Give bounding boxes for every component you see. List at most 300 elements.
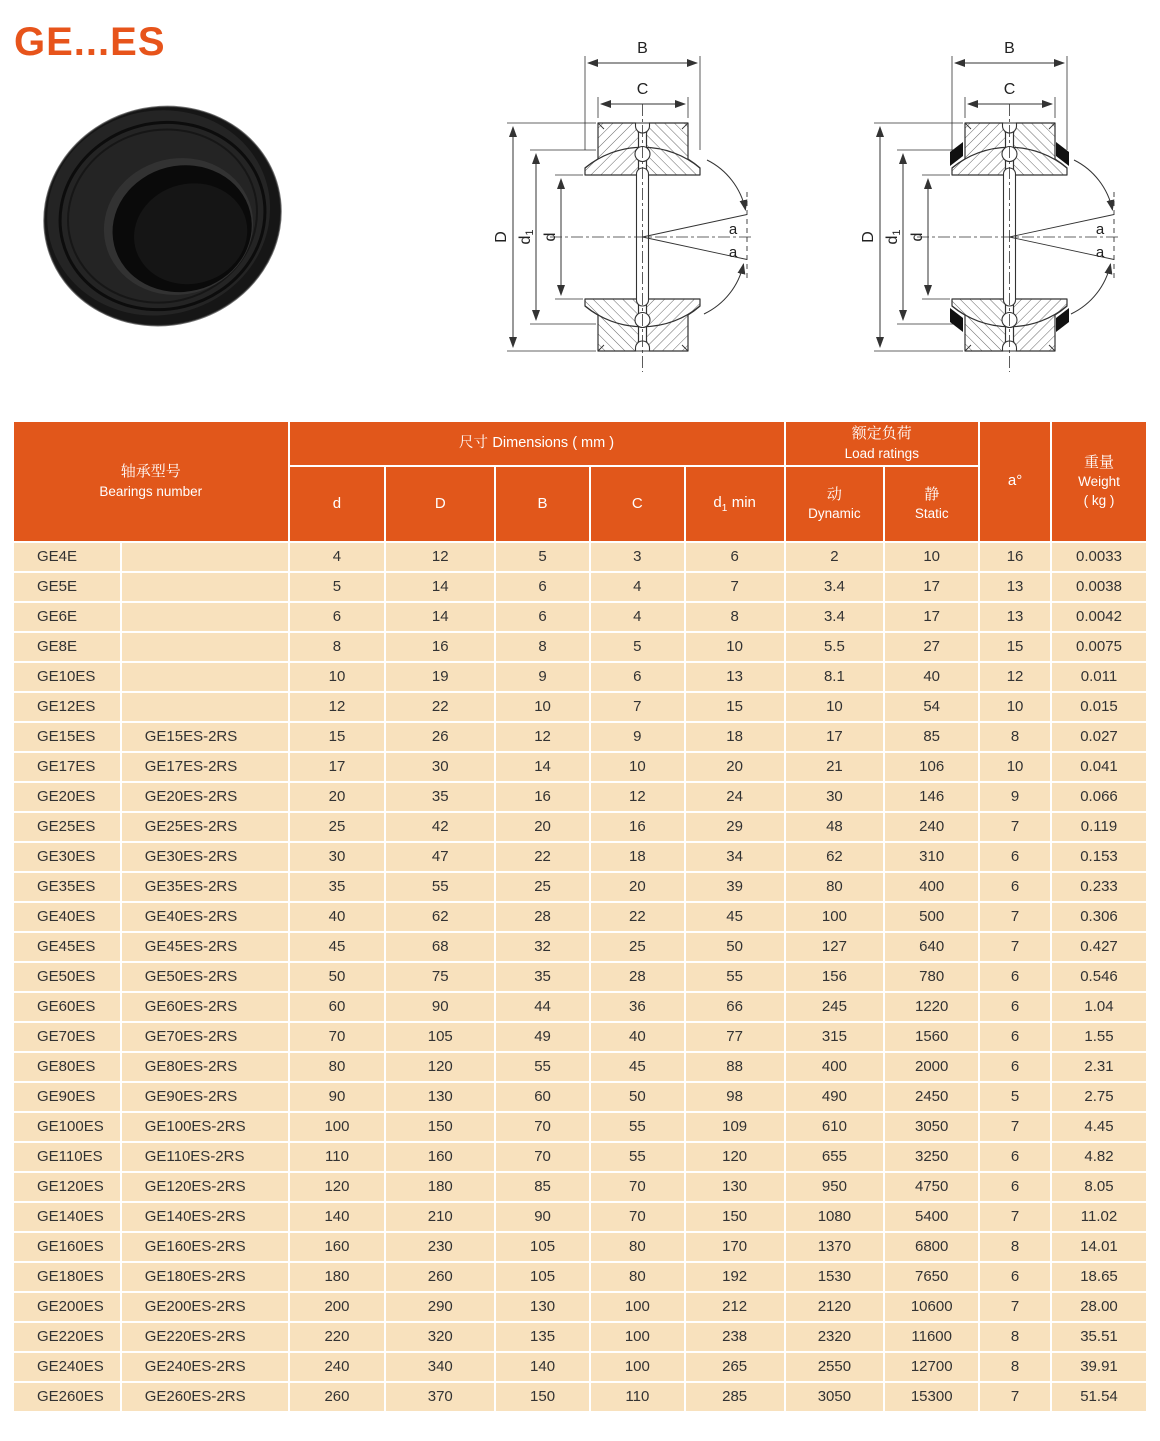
angle-a: 12 <box>979 662 1051 692</box>
dim-B: 70 <box>495 1142 590 1172</box>
load-static: 10600 <box>884 1292 979 1322</box>
dim-D: 370 <box>385 1382 495 1412</box>
angle-a: 7 <box>979 932 1051 962</box>
header-col-dynamic: 动 Dynamic <box>785 466 885 542</box>
header-col-static: 静 Static <box>884 466 979 542</box>
bearing-number-sealed: GE160ES-2RS <box>121 1232 289 1262</box>
load-static: 17 <box>884 602 979 632</box>
dim-d: 110 <box>289 1142 386 1172</box>
dim-D: 62 <box>385 902 495 932</box>
bearing-number-open: GE90ES <box>13 1082 121 1112</box>
dim-d: 260 <box>289 1382 386 1412</box>
dim-C: 12 <box>590 782 685 812</box>
bearing-number-sealed: GE40ES-2RS <box>121 902 289 932</box>
bearing-number-open: GE8E <box>13 632 121 662</box>
load-static: 2000 <box>884 1052 979 1082</box>
dim-B: 49 <box>495 1022 590 1052</box>
table-row <box>13 632 1147 662</box>
dim-d: 60 <box>289 992 386 1022</box>
header-col-B: B <box>495 466 590 542</box>
weight-kg: 39.91 <box>1051 1352 1147 1382</box>
load-static: 240 <box>884 812 979 842</box>
dim-d1min: 55 <box>685 962 785 992</box>
bearing-number-open: GE15ES <box>13 722 121 752</box>
dim-B: 28 <box>495 902 590 932</box>
table-row <box>13 1322 1147 1352</box>
dim-B: 70 <box>495 1112 590 1142</box>
dim-d: 10 <box>289 662 386 692</box>
bearing-number-open: GE80ES <box>13 1052 121 1082</box>
dim-C: 3 <box>590 542 685 572</box>
header-bearings-number <box>13 421 289 542</box>
bearing-photo <box>28 92 298 354</box>
angle-a: 7 <box>979 902 1051 932</box>
load-static: 640 <box>884 932 979 962</box>
dim-C: 40 <box>590 1022 685 1052</box>
load-static: 400 <box>884 872 979 902</box>
dim-d: 5 <box>289 572 386 602</box>
bearing-number-sealed: GE30ES-2RS <box>121 842 289 872</box>
table-row <box>13 602 1147 632</box>
angle-a: 16 <box>979 542 1051 572</box>
weight-zh: 重量 <box>1083 454 1114 472</box>
load-dynamic: 3050 <box>785 1382 885 1412</box>
bearing-number-open: GE50ES <box>13 962 121 992</box>
load-static: 10 <box>884 542 979 572</box>
bearing-number-sealed: GE50ES-2RS <box>121 962 289 992</box>
dim-d1min: 66 <box>685 992 785 1022</box>
header-col-C: C <box>590 466 685 542</box>
dim-d: 200 <box>289 1292 386 1322</box>
load-static: 106 <box>884 752 979 782</box>
header-col-d1min: $d_1$ min <box>685 466 785 542</box>
bearing-number-open: GE100ES <box>13 1112 121 1142</box>
bearing-number-sealed <box>121 572 289 602</box>
dim-d1min: 13 <box>685 662 785 692</box>
dim-C: 4 <box>590 572 685 602</box>
load-static: 1560 <box>884 1022 979 1052</box>
header-angle-a <box>979 421 1051 542</box>
dim-B: 150 <box>495 1382 590 1412</box>
dim-d1min: 29 <box>685 812 785 842</box>
dim-C: 80 <box>590 1262 685 1292</box>
angle-a: 6 <box>979 962 1051 992</box>
dim-D: 160 <box>385 1142 495 1172</box>
dim-C: 50 <box>590 1082 685 1112</box>
dim-B: 20 <box>495 812 590 842</box>
table-row <box>13 842 1147 872</box>
load-dynamic: 10 <box>785 692 885 722</box>
bearing-spec-table <box>12 420 1148 1413</box>
bearing-cross-section-open <box>493 40 754 372</box>
dim-d: 220 <box>289 1322 386 1352</box>
dim-d: 25 <box>289 812 386 842</box>
bearing-number-sealed: GE220ES-2RS <box>121 1322 289 1352</box>
table-row <box>13 1112 1147 1142</box>
bearing-ring-image <box>28 92 298 351</box>
dim-B: 60 <box>495 1082 590 1112</box>
header-dimensions <box>289 421 785 466</box>
dim-B: 55 <box>495 1052 590 1082</box>
bearing-number-open: GE60ES <box>13 992 121 1022</box>
weight-unit: ( kg ) <box>1083 492 1115 508</box>
dim-D: 130 <box>385 1082 495 1112</box>
load-dynamic: 80 <box>785 872 885 902</box>
angle-a: 7 <box>979 1202 1051 1232</box>
bearing-number-open: GE5E <box>13 572 121 602</box>
bearing-number-open: GE260ES <box>13 1382 121 1412</box>
dim-B: 140 <box>495 1352 590 1382</box>
bearing-number-sealed: GE260ES-2RS <box>121 1382 289 1412</box>
dim-D: 26 <box>385 722 495 752</box>
weight-kg: 0.0033 <box>1051 542 1147 572</box>
dim-d1min: 150 <box>685 1202 785 1232</box>
table-header <box>13 421 1147 542</box>
load-dynamic: 2 <box>785 542 885 572</box>
dim-C: 55 <box>590 1112 685 1142</box>
dim-C: 20 <box>590 872 685 902</box>
table-row <box>13 1292 1147 1322</box>
weight-kg: 14.01 <box>1051 1232 1147 1262</box>
weight-kg: 0.066 <box>1051 782 1147 812</box>
dim-d1min: 109 <box>685 1112 785 1142</box>
dim-d: 35 <box>289 872 386 902</box>
dim-D: 320 <box>385 1322 495 1352</box>
load-static: 54 <box>884 692 979 722</box>
dim-D: 90 <box>385 992 495 1022</box>
dim-B: 6 <box>495 572 590 602</box>
dim-B: 12 <box>495 722 590 752</box>
dim-D: 150 <box>385 1112 495 1142</box>
weight-kg: 4.82 <box>1051 1142 1147 1172</box>
table-row <box>13 1382 1147 1412</box>
dim-d1min: 10 <box>685 632 785 662</box>
dim-d1min: 8 <box>685 602 785 632</box>
dim-d: 50 <box>289 962 386 992</box>
load-static: 17 <box>884 572 979 602</box>
bearing-number-sealed: GE180ES-2RS <box>121 1262 289 1292</box>
dim-d: 15 <box>289 722 386 752</box>
dim-d1min: 39 <box>685 872 785 902</box>
angle-a: 6 <box>979 872 1051 902</box>
dim-D: 105 <box>385 1022 495 1052</box>
table-row <box>13 812 1147 842</box>
bearing-number-open: GE70ES <box>13 1022 121 1052</box>
dim-C: 70 <box>590 1202 685 1232</box>
dim-D: 68 <box>385 932 495 962</box>
bearings-number-en: Bearings number <box>99 483 203 499</box>
dim-d: 12 <box>289 692 386 722</box>
dim-C: 100 <box>590 1352 685 1382</box>
dim-d: 240 <box>289 1352 386 1382</box>
dim-d1min: 130 <box>685 1172 785 1202</box>
bearing-number-sealed <box>121 602 289 632</box>
bearing-number-open: GE120ES <box>13 1172 121 1202</box>
load-static: 5400 <box>884 1202 979 1232</box>
dim-d1min: 98 <box>685 1082 785 1112</box>
angle-a: 8 <box>979 722 1051 752</box>
bearing-number-open: GE240ES <box>13 1352 121 1382</box>
load-dynamic: 21 <box>785 752 885 782</box>
dim-B: 130 <box>495 1292 590 1322</box>
weight-kg: 0.041 <box>1051 752 1147 782</box>
bearing-number-open: GE4E <box>13 542 121 572</box>
load-dynamic: 1080 <box>785 1202 885 1232</box>
weight-kg: 0.427 <box>1051 932 1147 962</box>
weight-kg: 0.119 <box>1051 812 1147 842</box>
dim-C: 100 <box>590 1322 685 1352</box>
dim-D: 230 <box>385 1232 495 1262</box>
dim-D: 120 <box>385 1052 495 1082</box>
load-dynamic: 8.1 <box>785 662 885 692</box>
load-dynamic: 1370 <box>785 1232 885 1262</box>
bearing-number-sealed <box>121 542 289 572</box>
angle-a: 13 <box>979 602 1051 632</box>
angle-a: 7 <box>979 1292 1051 1322</box>
load-dynamic: 400 <box>785 1052 885 1082</box>
weight-kg: 0.546 <box>1051 962 1147 992</box>
weight-kg: 35.51 <box>1051 1322 1147 1352</box>
header-col-D: D <box>385 466 495 542</box>
dim-C: 45 <box>590 1052 685 1082</box>
bearing-number-open: GE180ES <box>13 1262 121 1292</box>
bearing-number-sealed: GE240ES-2RS <box>121 1352 289 1382</box>
load-static: 310 <box>884 842 979 872</box>
dim-d1min: 20 <box>685 752 785 782</box>
angle-a: 6 <box>979 1022 1051 1052</box>
load-dynamic: 245 <box>785 992 885 1022</box>
angle-a: 6 <box>979 992 1051 1022</box>
weight-kg: 28.00 <box>1051 1292 1147 1322</box>
weight-kg: 4.45 <box>1051 1112 1147 1142</box>
dim-C: 36 <box>590 992 685 1022</box>
weight-kg: 18.65 <box>1051 1262 1147 1292</box>
table-row <box>13 872 1147 902</box>
dim-D: 16 <box>385 632 495 662</box>
bearing-number-sealed: GE17ES-2RS <box>121 752 289 782</box>
dim-B: 10 <box>495 692 590 722</box>
weight-kg: 2.75 <box>1051 1082 1147 1112</box>
dim-C: 25 <box>590 932 685 962</box>
dim-D: 14 <box>385 602 495 632</box>
dim-d: 20 <box>289 782 386 812</box>
dim-C: 4 <box>590 602 685 632</box>
header-weight <box>1051 421 1147 542</box>
bearing-number-sealed: GE35ES-2RS <box>121 872 289 902</box>
bearing-number-sealed: GE140ES-2RS <box>121 1202 289 1232</box>
dim-D: 14 <box>385 572 495 602</box>
bearing-number-sealed: GE80ES-2RS <box>121 1052 289 1082</box>
load-dynamic: 5.5 <box>785 632 885 662</box>
dim-D: 290 <box>385 1292 495 1322</box>
bearing-number-sealed: GE110ES-2RS <box>121 1142 289 1172</box>
dim-d: 30 <box>289 842 386 872</box>
dim-B: 35 <box>495 962 590 992</box>
dim-d1min: 238 <box>685 1322 785 1352</box>
dim-d1min: 265 <box>685 1352 785 1382</box>
table-row <box>13 962 1147 992</box>
bearing-number-open: GE40ES <box>13 902 121 932</box>
bearing-number-open: GE160ES <box>13 1232 121 1262</box>
dim-d1min: 7 <box>685 572 785 602</box>
load-dynamic: 655 <box>785 1142 885 1172</box>
load-static: 1220 <box>884 992 979 1022</box>
dim-D: 19 <box>385 662 495 692</box>
dim-d: 90 <box>289 1082 386 1112</box>
load-static: 11600 <box>884 1322 979 1352</box>
dim-d1min: 212 <box>685 1292 785 1322</box>
table-row <box>13 752 1147 782</box>
dim-d: 120 <box>289 1172 386 1202</box>
dim-C: 28 <box>590 962 685 992</box>
dim-B: 105 <box>495 1262 590 1292</box>
dim-C: 80 <box>590 1232 685 1262</box>
dim-D: 75 <box>385 962 495 992</box>
bearing-number-sealed: GE100ES-2RS <box>121 1112 289 1142</box>
weight-kg: 0.015 <box>1051 692 1147 722</box>
load-static: 27 <box>884 632 979 662</box>
load-static: 780 <box>884 962 979 992</box>
angle-a: 7 <box>979 1382 1051 1412</box>
load-dynamic: 1530 <box>785 1262 885 1292</box>
dim-D: 180 <box>385 1172 495 1202</box>
angle-a: 13 <box>979 572 1051 602</box>
angle-a: 15 <box>979 632 1051 662</box>
dim-C: 10 <box>590 752 685 782</box>
angle-a: 6 <box>979 842 1051 872</box>
weight-kg: 51.54 <box>1051 1382 1147 1412</box>
bearing-cross-section-sealed <box>860 40 1121 372</box>
bearing-number-open: GE12ES <box>13 692 121 722</box>
bearing-number-open: GE200ES <box>13 1292 121 1322</box>
angle-a: 7 <box>979 812 1051 842</box>
table-row <box>13 692 1147 722</box>
weight-kg: 0.306 <box>1051 902 1147 932</box>
dim-B: 85 <box>495 1172 590 1202</box>
table-row <box>13 1352 1147 1382</box>
table-row <box>13 1022 1147 1052</box>
bearings-number-zh: 轴承型号 <box>120 463 181 481</box>
load-static: 500 <box>884 902 979 932</box>
dim-d: 180 <box>289 1262 386 1292</box>
angle-a: 10 <box>979 692 1051 722</box>
dim-B: 135 <box>495 1322 590 1352</box>
dim-D: 210 <box>385 1202 495 1232</box>
dim-B: 16 <box>495 782 590 812</box>
weight-kg: 1.55 <box>1051 1022 1147 1052</box>
bearing-number-open: GE45ES <box>13 932 121 962</box>
load-dynamic: 2120 <box>785 1292 885 1322</box>
bearing-number-sealed: GE70ES-2RS <box>121 1022 289 1052</box>
table-row <box>13 992 1147 1022</box>
dim-D: 340 <box>385 1352 495 1382</box>
load-static: 2450 <box>884 1082 979 1112</box>
dim-d: 140 <box>289 1202 386 1232</box>
angle-a: 7 <box>979 1112 1051 1142</box>
dim-C: 5 <box>590 632 685 662</box>
dim-d1min: 34 <box>685 842 785 872</box>
dim-d1min: 285 <box>685 1382 785 1412</box>
bearing-number-open: GE6E <box>13 602 121 632</box>
weight-en: Weight <box>1078 474 1120 490</box>
page-title: GE...ES <box>14 20 166 64</box>
dim-d1min: 170 <box>685 1232 785 1262</box>
dim-D: 47 <box>385 842 495 872</box>
load-static: 85 <box>884 722 979 752</box>
angle-a: 8 <box>979 1322 1051 1352</box>
load-static: 15300 <box>884 1382 979 1412</box>
dim-C: 6 <box>590 662 685 692</box>
dim-d1min: 192 <box>685 1262 785 1292</box>
load-dynamic: 100 <box>785 902 885 932</box>
dim-C: 18 <box>590 842 685 872</box>
table-row <box>13 662 1147 692</box>
angle-a: 9 <box>979 782 1051 812</box>
dim-d: 45 <box>289 932 386 962</box>
table-row <box>13 782 1147 812</box>
dim-d: 100 <box>289 1112 386 1142</box>
dim-d: 160 <box>289 1232 386 1262</box>
angle-a: 10 <box>979 752 1051 782</box>
dim-d1min: 120 <box>685 1142 785 1172</box>
dim-C: 16 <box>590 812 685 842</box>
load-dynamic: 48 <box>785 812 885 842</box>
bearing-number-sealed: GE25ES-2RS <box>121 812 289 842</box>
load-static: 3250 <box>884 1142 979 1172</box>
angle-a: 5 <box>979 1082 1051 1112</box>
weight-kg: 0.011 <box>1051 662 1147 692</box>
dim-D: 30 <box>385 752 495 782</box>
dim-B: 6 <box>495 602 590 632</box>
dim-C: 22 <box>590 902 685 932</box>
dim-D: 35 <box>385 782 495 812</box>
bearing-number-open: GE35ES <box>13 872 121 902</box>
dim-d1min: 24 <box>685 782 785 812</box>
dim-D: 55 <box>385 872 495 902</box>
dim-d1min: 6 <box>685 542 785 572</box>
weight-kg: 11.02 <box>1051 1202 1147 1232</box>
angle-a: 6 <box>979 1262 1051 1292</box>
bearing-number-open: GE10ES <box>13 662 121 692</box>
angle-a: 6 <box>979 1052 1051 1082</box>
dimensions-zh: 尺寸 <box>458 434 488 451</box>
angle-a: 8 <box>979 1352 1051 1382</box>
load-dynamic: 3.4 <box>785 602 885 632</box>
load-dynamic: 2320 <box>785 1322 885 1352</box>
header-col-d: d <box>289 466 386 542</box>
dim-C: 7 <box>590 692 685 722</box>
technical-drawings <box>480 38 1160 406</box>
load-ratings-zh: 额定负荷 <box>851 425 912 443</box>
weight-kg: 0.027 <box>1051 722 1147 752</box>
dim-d: 17 <box>289 752 386 782</box>
bearing-number-open: GE20ES <box>13 782 121 812</box>
weight-kg: 0.0038 <box>1051 572 1147 602</box>
dim-B: 8 <box>495 632 590 662</box>
dim-D: 12 <box>385 542 495 572</box>
load-dynamic: 30 <box>785 782 885 812</box>
bearing-number-sealed: GE90ES-2RS <box>121 1082 289 1112</box>
load-static: 12700 <box>884 1352 979 1382</box>
dim-D: 42 <box>385 812 495 842</box>
dim-D: 260 <box>385 1262 495 1292</box>
dim-B: 9 <box>495 662 590 692</box>
dim-B: 25 <box>495 872 590 902</box>
dim-C: 9 <box>590 722 685 752</box>
load-dynamic: 17 <box>785 722 885 752</box>
dim-B: 22 <box>495 842 590 872</box>
dim-B: 44 <box>495 992 590 1022</box>
